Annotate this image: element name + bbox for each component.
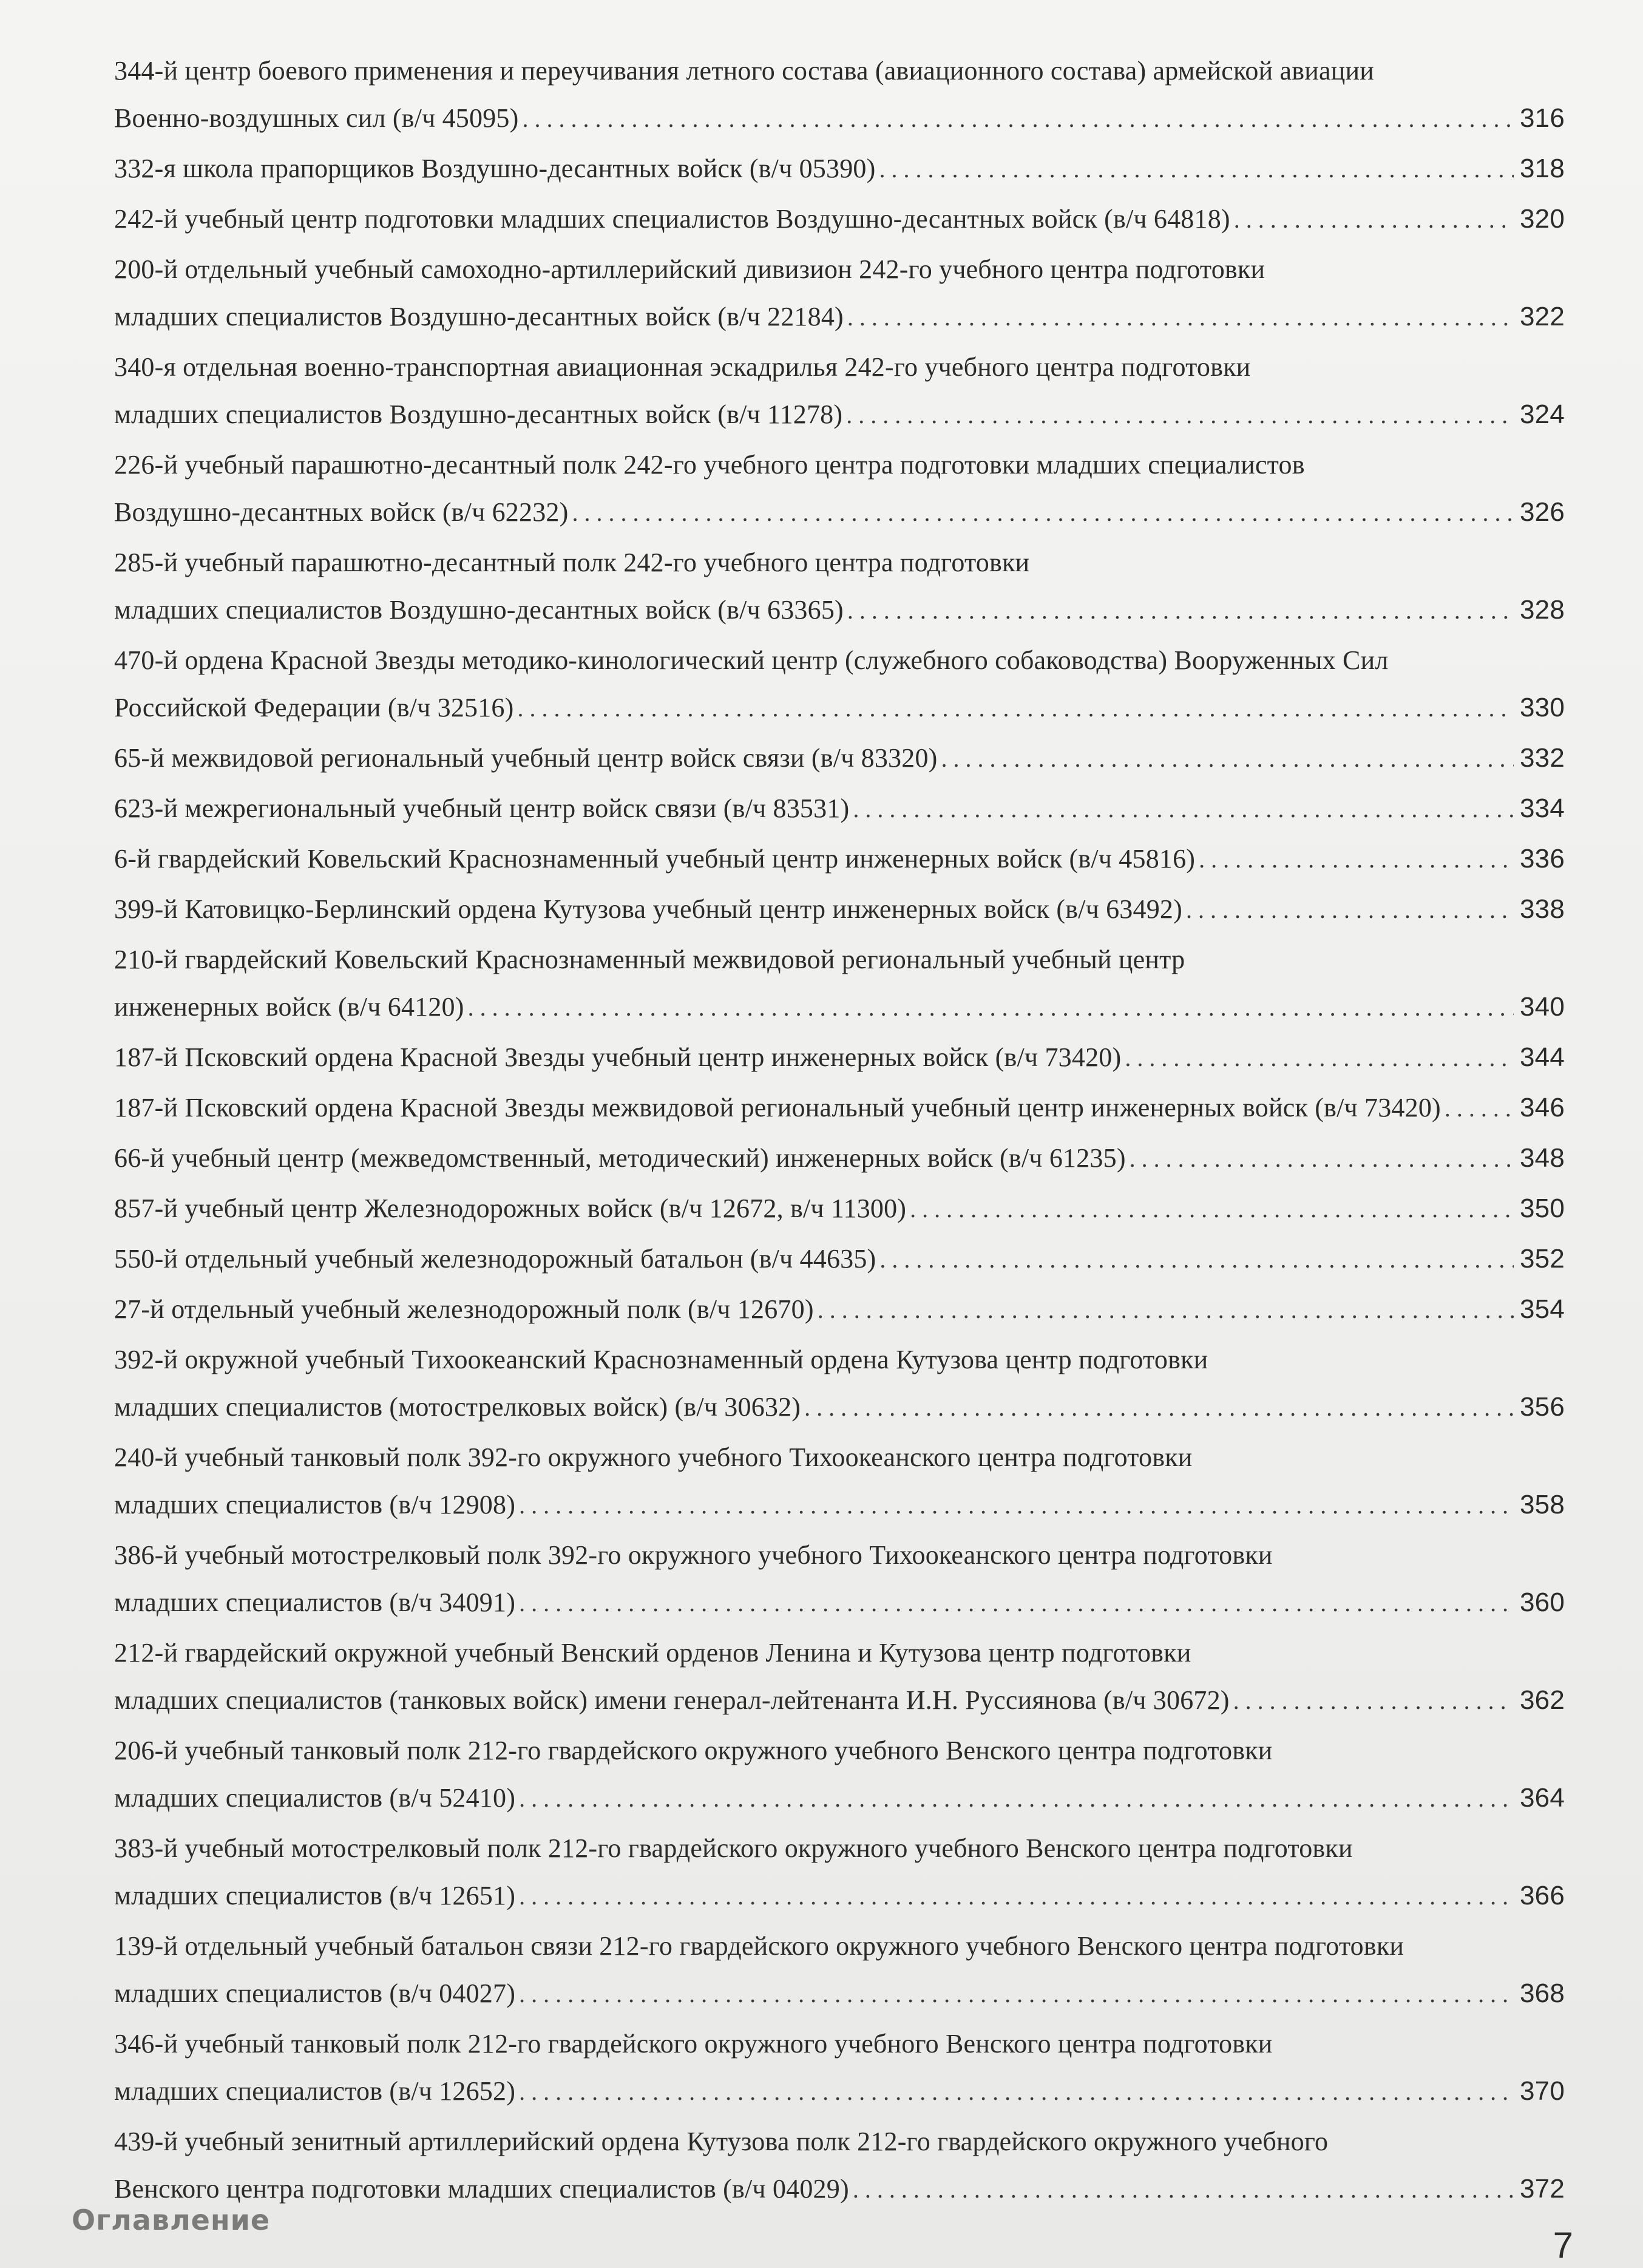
toc-entry-page-number: 324	[1519, 399, 1565, 429]
toc-entry-leader-row	[114, 1872, 1565, 1920]
toc-entry	[114, 1286, 1565, 1333]
toc-entry-title-last-line: Венского центра подготовки младших специалистов (в/ч 04029)	[114, 2174, 849, 2204]
toc-entry-leader-row	[114, 1384, 1565, 1431]
toc-entry	[114, 1727, 1565, 1822]
toc-entry-leader-row	[114, 2068, 1565, 2115]
toc-entry-page-number: 352	[1519, 1244, 1565, 1274]
dot-leader	[519, 1873, 1514, 1920]
toc-entry-title-line: 206-й учебный танковый полк 212-го гвардейского окружного учебного Венского центра подготовки	[114, 1736, 1273, 1765]
toc-entry-title-last-line: 65-й межвидовой региональный учебный центр войск связи (в/ч 83320)	[114, 743, 938, 773]
toc-entry-page-number: 362	[1519, 1685, 1565, 1715]
dot-leader	[879, 146, 1514, 193]
toc-entry	[114, 1336, 1565, 1431]
toc-entry	[114, 1434, 1565, 1529]
toc-entry-title-last-line: младших специалистов (танковых войск) имени генерал-лейтенанта И.Н. Руссиянова (в/ч 30672)	[114, 1685, 1230, 1715]
toc-entry-page-number: 330	[1519, 693, 1565, 722]
dot-leader	[1233, 1677, 1514, 1725]
toc-entry-title-last-line: Военно-воздушных сил (в/ч 45095)	[114, 103, 519, 133]
toc-entry-title-line: 212-й гвардейский окружной учебный Венский орденов Ленина и Кутузова центр подготовки	[114, 1638, 1191, 1668]
toc-entry-leader-row	[114, 145, 1565, 192]
dot-leader	[1234, 196, 1514, 243]
toc-entry-title-line: 226-й учебный парашютно-десантный полк 242-го учебного центра подготовки младших специалистов	[114, 450, 1305, 480]
toc-entry-title-line: 139-й отдельный учебный батальон связи 212-го гвардейского окружного учебного Венского центра подготовки	[114, 1931, 1404, 1961]
toc-entry-page-number: 322	[1519, 302, 1565, 331]
dot-leader	[804, 1384, 1514, 1431]
toc-entry-title-last-line: младших специалистов (в/ч 04027)	[114, 1978, 516, 2008]
toc-entry-title-line: 392-й окружной учебный Тихоокеанский Краснознаменный ордена Кутузова центр подготовки	[114, 1345, 1208, 1374]
toc-entry-page-number: 338	[1519, 894, 1565, 924]
dot-leader	[1130, 1135, 1514, 1183]
toc-entry	[114, 1923, 1565, 2017]
dot-leader	[941, 735, 1514, 783]
toc-entry-leader-row	[114, 684, 1565, 732]
toc-entry-title-last-line: Воздушно-десантных войск (в/ч 62232)	[114, 497, 569, 527]
toc-entry-leader-row	[114, 1235, 1565, 1283]
toc-entry-title-last-line: младших специалистов Воздушно-десантных войск (в/ч 11278)	[114, 399, 843, 429]
toc-entry-title-last-line: 27-й отдельный учебный железнодорожный полк (в/ч 12670)	[114, 1294, 814, 1324]
toc-entry-title-last-line: 857-й учебный центр Железнодорожных войск (в/ч 12672, в/ч 11300)	[114, 1193, 907, 1223]
toc-entry-title-last-line: 332-я школа прапорщиков Воздушно-десантных войск (в/ч 05390)	[114, 154, 876, 183]
toc-entry-page-number: 370	[1519, 2076, 1565, 2106]
dot-leader	[519, 1775, 1514, 1822]
dot-leader	[519, 1971, 1514, 2018]
toc-entry-title-line: 346-й учебный танковый полк 212-го гвардейского окружного учебного Венского центра подготовки	[114, 2029, 1273, 2059]
toc-entry-leader-row	[114, 2165, 1565, 2213]
toc-entry-title-last-line: 399-й Катовицко-Берлинский ордена Кутузова учебный центр инженерных войск (в/ч 63492)	[114, 894, 1182, 924]
toc-entry-leader-row	[114, 1034, 1565, 1081]
dot-leader	[847, 294, 1514, 341]
toc-entry-title-line: 240-й учебный танковый полк 392-го окружного учебного Тихоокеанского центра подготовки	[114, 1442, 1193, 1472]
dot-leader	[853, 2166, 1514, 2213]
toc-entry-page-number: 366	[1519, 1881, 1565, 1910]
toc-entry-title-line: 344-й центр боевого применения и переучивания летного состава (авиационного состава) армейской авиации	[114, 56, 1374, 86]
dot-leader	[572, 489, 1514, 537]
toc-entry-title-last-line: младших специалистов Воздушно-десантных войск (в/ч 63365)	[114, 595, 844, 625]
toc-entry	[114, 145, 1565, 192]
toc-entry-page-number: 372	[1519, 2174, 1565, 2204]
toc-entry-title-last-line: младших специалистов (в/ч 52410)	[114, 1783, 516, 1813]
toc-entry	[114, 835, 1565, 883]
toc-entry-leader-row	[114, 195, 1565, 243]
dot-leader	[910, 1186, 1514, 1233]
toc-entry-page-number: 356	[1519, 1392, 1565, 1422]
toc-entry-title-line: 340-я отдельная военно-транспортная авиационная эскадрилья 242-го учебного центра подготовки	[114, 352, 1251, 382]
toc-entry-page-number: 344	[1519, 1042, 1565, 1072]
dot-leader	[1199, 836, 1514, 883]
toc-entry-title-last-line: 187-й Псковский ордена Красной Звезды межвидовой региональный учебный центр инженерных войск (в/ч 73420)	[114, 1093, 1441, 1122]
toc-entry	[114, 637, 1565, 732]
toc-entry-title-line: 200-й отдельный учебный самоходно-артиллерийский дивизион 242-го учебного центра подготовки	[114, 254, 1265, 284]
toc-entry	[114, 47, 1565, 142]
toc-entry-leader-row	[114, 1084, 1565, 1132]
toc-entry	[114, 441, 1565, 536]
toc-entry-title-last-line: младших специалистов (в/ч 12651)	[114, 1881, 516, 1910]
dot-leader	[1445, 1085, 1514, 1132]
toc-entry-page-number: 332	[1519, 743, 1565, 773]
toc-entry-leader-row	[114, 1970, 1565, 2017]
table-of-contents	[114, 47, 1565, 2216]
toc-entry-leader-row	[114, 1579, 1565, 1626]
dot-leader	[846, 392, 1514, 439]
toc-entry-page-number: 320	[1519, 204, 1565, 234]
dot-leader	[517, 685, 1514, 732]
toc-entry-title-last-line: 187-й Псковский ордена Красной Звезды учебный центр инженерных войск (в/ч 73420)	[114, 1042, 1122, 1072]
toc-entry-page-number: 318	[1519, 154, 1565, 183]
dot-leader	[522, 95, 1514, 143]
toc-entry	[114, 1235, 1565, 1283]
toc-entry-page-number: 364	[1519, 1783, 1565, 1813]
toc-entry-page-number: 348	[1519, 1143, 1565, 1173]
dot-leader	[847, 587, 1514, 634]
toc-entry-leader-row	[114, 785, 1565, 832]
toc-entry-page-number: 334	[1519, 793, 1565, 823]
toc-entry-title-line: 470-й ордена Красной Звезды методико-кинологический центр (служебного собаководства) Вооруженных Сил	[114, 645, 1389, 675]
toc-entry-title-last-line: младших специалистов (в/ч 34091)	[114, 1587, 516, 1617]
toc-entry	[114, 1084, 1565, 1132]
toc-entry-leader-row	[114, 293, 1565, 341]
toc-entry-page-number: 316	[1519, 103, 1565, 133]
toc-entry	[114, 1532, 1565, 1626]
toc-entry-leader-row	[114, 1481, 1565, 1529]
dot-leader	[1125, 1034, 1514, 1082]
toc-entry	[114, 1034, 1565, 1081]
toc-entry-title-last-line: младших специалистов Воздушно-десантных войск (в/ч 22184)	[114, 302, 844, 331]
toc-entry-page-number: 368	[1519, 1978, 1565, 2008]
toc-entry-title-last-line: 6-й гвардейский Ковельский Краснознаменный учебный центр инженерных войск (в/ч 45816)	[114, 844, 1196, 874]
footer-page-number: 7	[1553, 2225, 1573, 2266]
toc-entry-title-last-line: 550-й отдельный учебный железнодорожный батальон (в/ч 44635)	[114, 1244, 876, 1274]
toc-entry	[114, 735, 1565, 782]
toc-entry-title-last-line: 66-й учебный центр (межведомственный, методический) инженерных войск (в/ч 61235)	[114, 1143, 1126, 1173]
dot-leader	[519, 1482, 1514, 1529]
toc-entry-title-line: 386-й учебный мотострелковый полк 392-го окружного учебного Тихоокеанского центра подготовки	[114, 1540, 1273, 1570]
dot-leader	[468, 984, 1514, 1031]
dot-leader	[818, 1286, 1514, 1334]
toc-entry	[114, 1629, 1565, 1724]
toc-entry	[114, 344, 1565, 438]
toc-entry-page-number: 360	[1519, 1587, 1565, 1617]
toc-entry	[114, 2118, 1565, 2213]
toc-entry-page-number: 336	[1519, 844, 1565, 874]
footer-section-title: Оглавление	[72, 2204, 271, 2236]
toc-entry-title-line: 383-й учебный мотострелковый полк 212-го гвардейского окружного учебного Венского центра подготовки	[114, 1833, 1353, 1863]
toc-entry-leader-row	[114, 489, 1565, 536]
toc-entry-title-last-line: младших специалистов (в/ч 12908)	[114, 1490, 516, 1519]
toc-entry	[114, 195, 1565, 243]
toc-entry-leader-row	[114, 983, 1565, 1031]
toc-entry-leader-row	[114, 1677, 1565, 1724]
toc-entry-title-last-line: младших специалистов (в/ч 12652)	[114, 2076, 516, 2106]
toc-entry	[114, 246, 1565, 341]
toc-entry-leader-row	[114, 391, 1565, 438]
toc-entry-leader-row	[114, 586, 1565, 634]
toc-entry-page-number: 328	[1519, 595, 1565, 625]
dot-leader	[853, 786, 1514, 833]
toc-entry-page-number: 326	[1519, 497, 1565, 527]
toc-entry-leader-row	[114, 1286, 1565, 1333]
toc-entry-leader-row	[114, 1774, 1565, 1822]
toc-entry	[114, 1825, 1565, 1920]
toc-entry-leader-row	[114, 735, 1565, 782]
toc-entry	[114, 886, 1565, 933]
toc-entry-title-line: 285-й учебный парашютно-десантный полк 242-го учебного центра подготовки	[114, 548, 1030, 577]
toc-entry-page-number: 354	[1519, 1294, 1565, 1324]
toc-entry-title-last-line: 242-й учебный центр подготовки младших специалистов Воздушно-десантных войск (в/ч 64818)	[114, 204, 1230, 234]
toc-entry-title-last-line: Российской Федерации (в/ч 32516)	[114, 693, 514, 722]
toc-entry	[114, 785, 1565, 832]
toc-entry-title-last-line: 623-й межрегиональный учебный центр войск связи (в/ч 83531)	[114, 793, 850, 823]
toc-entry-page-number: 340	[1519, 992, 1565, 1022]
toc-entry	[114, 2020, 1565, 2115]
toc-entry	[114, 1185, 1565, 1232]
toc-entry-leader-row	[114, 95, 1565, 142]
toc-entry-leader-row	[114, 835, 1565, 883]
dot-leader	[519, 1580, 1514, 1627]
toc-entry	[114, 1135, 1565, 1182]
toc-entry-title-last-line: инженерных войск (в/ч 64120)	[114, 992, 464, 1022]
toc-entry-title-last-line: младших специалистов (мотострелковых войск) (в/ч 30632)	[114, 1392, 801, 1422]
toc-entry-leader-row	[114, 1185, 1565, 1232]
dot-leader	[1186, 886, 1514, 934]
dot-leader	[519, 2068, 1514, 2116]
toc-entry-page-number: 350	[1519, 1193, 1565, 1223]
toc-entry	[114, 539, 1565, 634]
toc-entry-leader-row	[114, 1135, 1565, 1182]
toc-entry-page-number: 358	[1519, 1490, 1565, 1519]
toc-entry-page-number: 346	[1519, 1093, 1565, 1122]
toc-entry-title-line: 210-й гвардейский Ковельский Краснознаменный межвидовой региональный учебный центр	[114, 945, 1185, 974]
toc-entry-title-line: 439-й учебный зенитный артиллерийский ордена Кутузова полк 212-го гвардейского окружного учебного	[114, 2127, 1329, 2156]
toc-entry	[114, 936, 1565, 1031]
toc-entry-leader-row	[114, 886, 1565, 933]
dot-leader	[879, 1236, 1514, 1283]
